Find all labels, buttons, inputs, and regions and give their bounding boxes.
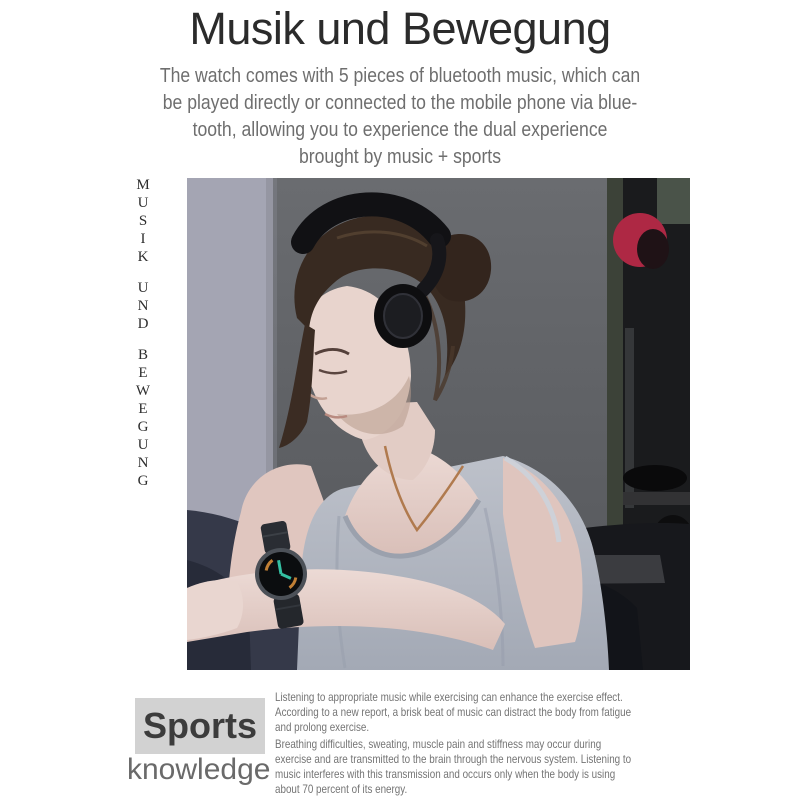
vertical-side-label: M U S I K U N D B E W E G U N G xyxy=(135,177,151,489)
knowledge-paragraph xyxy=(275,737,685,797)
knowledge-text xyxy=(275,690,685,799)
knowledge-line: about 70 percent of its energy. xyxy=(275,782,408,796)
knowledge-line: Listening to appropriate music while exercising can enhance the exercise effect. xyxy=(275,690,623,704)
description-line: brought by music + sports xyxy=(298,146,502,168)
description-line: be played directly or connected to the mobile phone via blue- xyxy=(162,92,638,114)
knowledge-paragraph xyxy=(275,690,685,735)
knowledge-line: According to a new report, a brisk beat of music can distract the body from fatigue xyxy=(275,705,632,719)
product-description xyxy=(48,63,752,171)
page-title: Musik und Bewegung xyxy=(189,3,611,54)
knowledge-line: Breathing difficulties, sweating, muscle pain and stiffness may occur during xyxy=(275,737,602,751)
description-line: The watch comes with 5 pieces of bluetooth music, which can xyxy=(159,65,641,87)
knowledge-line: music interferes with this transmission and occurs only when the body is using xyxy=(275,767,616,781)
description-line: tooth, allowing you to experience the dual experience xyxy=(192,119,608,141)
knowledge-subheading: knowledge xyxy=(127,753,271,786)
knowledge-line: exercise and are transmitted to the brain through the nervous system. Listening to xyxy=(275,752,632,766)
sports-heading-box xyxy=(135,698,265,754)
product-photo xyxy=(187,178,690,670)
dumbbell xyxy=(623,465,687,491)
sports-heading: Sports xyxy=(142,705,257,746)
knowledge-line: and prolong exercise. xyxy=(275,720,370,734)
